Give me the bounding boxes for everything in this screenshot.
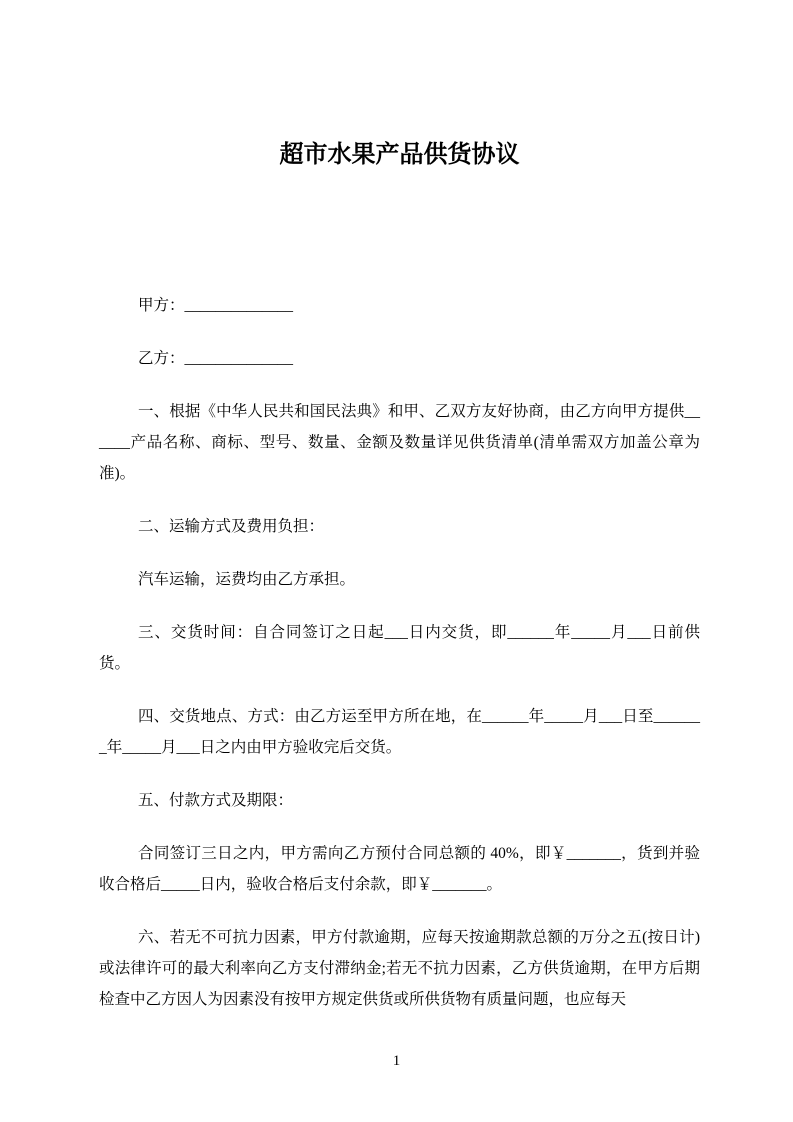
clause-2-heading: 二、运输方式及费用负担：	[138, 518, 325, 535]
clause-5-heading: 五、付款方式及期限：	[138, 792, 294, 809]
document-body	[99, 138, 700, 1037]
clause-1-paragraph: 一、根据《中华人民共和国民法典》和甲、乙双方友好协商，由乙方向甲方提供______产品名称、商标、型号、数量、金额及数量详见供货清单(清单需双方加盖公章为准)。	[99, 403, 700, 482]
party-a-line	[99, 290, 700, 321]
clause-5-body: 合同签订三日之内，甲方需向乙方预付合同总额的 40%，即￥_______，货到并验收合格后_____日内，验收合格后支付余款，即￥_______。	[99, 845, 700, 893]
party-b-line	[99, 343, 700, 374]
clause-3-paragraph: 三、交货时间：自合同签订之日起___日内交货，即______年_____月___日前供货。	[99, 624, 700, 672]
clause-4-paragraph: 四、交货地点、方式：由乙方运至甲方所在地，在______年_____月___日至_______年_____月___日之内由甲方验收完后交货。	[99, 708, 700, 756]
page-number: 1	[392, 1053, 401, 1069]
party-b-blank-field: ______________	[184, 350, 294, 367]
party-a-label: 甲方：	[138, 297, 185, 314]
party-a-blank-field: ______________	[184, 297, 294, 314]
party-block	[99, 290, 700, 374]
clause-6-paragraph: 六、若无不可抗力因素，甲方付款逾期，应每天按逾期款总额的万分之五(按日计)或法律许可的最大利率向乙方支付滞纳金;若无不抗力因素，乙方供货逾期，在甲方后期检查中乙方因人为因素没有按甲方规定供货或所供货物有质量问题，也应每天	[99, 929, 700, 1008]
clause-2-body: 汽车运输，运费均由乙方承担。	[138, 571, 356, 588]
document-title: 超市水果产品供货协议	[279, 141, 520, 168]
party-b-label: 乙方：	[138, 350, 185, 367]
